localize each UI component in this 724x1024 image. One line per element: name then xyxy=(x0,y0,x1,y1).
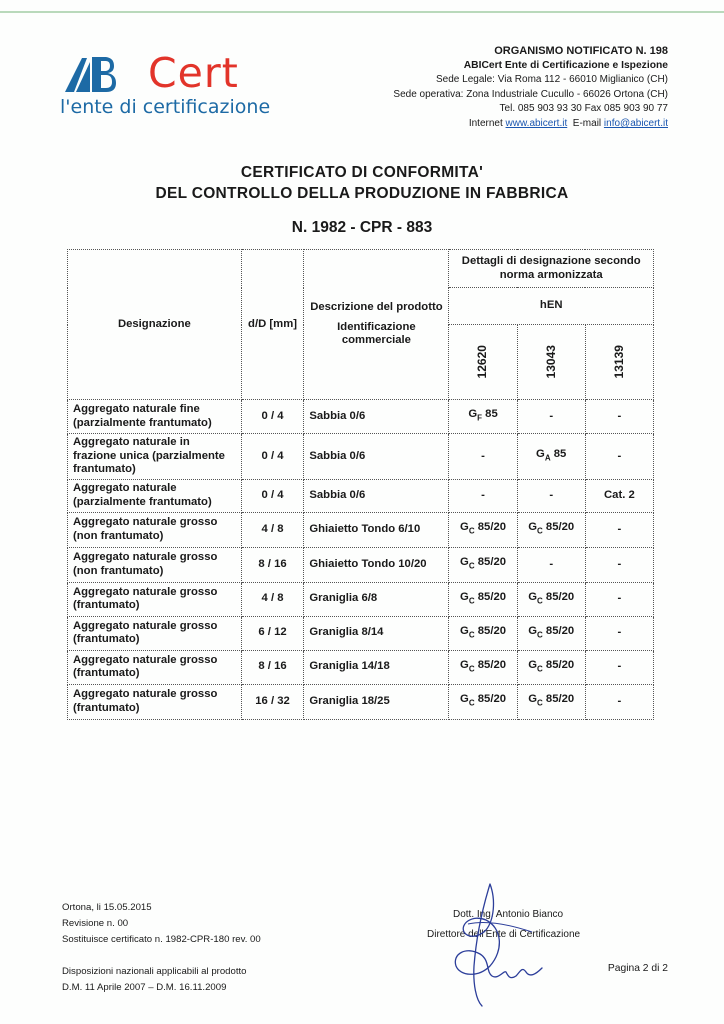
logo-wordmark-cert: Cert xyxy=(148,49,239,97)
provisions-line1: Disposizioni nazionali applicabili al prodotto xyxy=(62,966,247,977)
header-norm-13139 xyxy=(585,325,653,400)
phone-fax: Tel. 085 903 93 30 Fax 085 903 90 77 xyxy=(499,103,668,115)
cell-desc: Graniglia 14/18 xyxy=(304,650,449,684)
cell-desc: Graniglia 6/8 xyxy=(304,582,449,616)
cell-13139: Cat. 2 xyxy=(585,479,653,512)
certificate-title: CERTIFICATO DI CONFORMITA' xyxy=(240,164,484,181)
header-dd: d/D [mm] xyxy=(241,250,304,400)
grade-subscript: C xyxy=(468,561,475,571)
grade-subscript: C xyxy=(468,629,475,639)
cell-12620: $G_C$ 85/20 xyxy=(449,547,517,582)
cell-desc: Sabbia 0/6 xyxy=(304,434,449,480)
grade-subscript: C xyxy=(468,698,475,708)
cell-13139: - xyxy=(585,684,653,719)
cell-designazione: Aggregato naturale grosso (non frantumato) xyxy=(68,512,242,547)
header-norm-13043 xyxy=(517,325,585,400)
table-row xyxy=(68,547,654,582)
certificate-subtitle: DEL CONTROLLO DELLA PRODUZIONE IN FABBRICA xyxy=(155,185,569,202)
cell-desc: Graniglia 8/14 xyxy=(304,616,449,650)
grade-subscript: F xyxy=(477,413,483,423)
cell-desc: Sabbia 0/6 xyxy=(304,400,449,434)
norm-12620-label: 12620 xyxy=(475,344,490,379)
organization-name: ABICert Ente di Certificazione e Ispezione xyxy=(463,59,668,71)
cell-12620: - xyxy=(449,434,517,480)
provisions-line2: D.M. 11 Aprile 2007 – D.M. 16.11.2009 xyxy=(62,982,227,993)
grade-subscript: A xyxy=(544,453,551,463)
table-row xyxy=(68,479,654,512)
cell-dd: 16 / 32 xyxy=(241,684,304,719)
cell-designazione: Aggregato naturale grosso (non frantumato) xyxy=(68,547,242,582)
cell-desc: Sabbia 0/6 xyxy=(304,479,449,512)
cell-12620: $G_C$ 85/20 xyxy=(449,616,517,650)
cell-12620: $G_C$ 85/20 xyxy=(449,512,517,547)
cell-dd: 4 / 8 xyxy=(241,512,304,547)
table-row xyxy=(68,400,654,434)
table-row xyxy=(68,684,654,719)
top-rule xyxy=(0,11,724,13)
notified-body-number: ORGANISMO NOTIFICATO N. 198 xyxy=(494,45,668,57)
place-date: Ortona, li 15.05.2015 xyxy=(62,902,152,913)
table-row xyxy=(68,650,654,684)
handwritten-signature xyxy=(446,880,556,1010)
header-description-line1: Descrizione del prodotto xyxy=(310,301,443,314)
cell-13139: - xyxy=(585,650,653,684)
cell-dd: 0 / 4 xyxy=(241,400,304,434)
replaces-certificate: Sostituisce certificato n. 1982-CPR-180 rev. 00 xyxy=(62,934,261,945)
cell-13043: $G_C$ 85/20 xyxy=(517,512,585,547)
cell-13043: $G_C$ 85/20 xyxy=(517,616,585,650)
cell-12620: - xyxy=(449,479,517,512)
cell-dd: 8 / 16 xyxy=(241,547,304,582)
cell-desc: Ghiaietto Tondo 6/10 xyxy=(304,512,449,547)
page-number: Pagina 2 di 2 xyxy=(607,963,668,974)
website-link[interactable]: www.abicert.it xyxy=(505,117,568,129)
grade-subscript: C xyxy=(537,526,543,536)
header-description xyxy=(304,250,449,400)
cell-dd: 0 / 4 xyxy=(241,434,304,480)
grade-subscript: C xyxy=(537,663,543,673)
cell-dd: 6 / 12 xyxy=(241,616,304,650)
norm-13043-label: 13043 xyxy=(543,344,558,379)
grade-subscript: C xyxy=(537,698,543,708)
cell-designazione: Aggregato naturale in frazione unica (parzialmente frantumato) xyxy=(68,434,242,480)
grade-subscript: C xyxy=(468,526,475,536)
header-designazione: Designazione xyxy=(68,250,242,400)
signer-name: Dott. Ing. Antonio Bianco xyxy=(453,909,564,920)
abicert-logo-icon xyxy=(62,52,118,94)
cell-13139: - xyxy=(585,434,653,480)
legal-address: Sede Legale: Via Roma 112 - 66010 Miglianico (CH) xyxy=(436,74,668,86)
cell-12620: $G_C$ 85/20 xyxy=(449,582,517,616)
cell-12620: $G_F$ 85 xyxy=(449,400,517,434)
cell-dd: 0 / 4 xyxy=(241,479,304,512)
operating-address: Sede operativa: Zona Industriale Cucullo - 66026 Ortona (CH) xyxy=(393,88,668,100)
cell-designazione: Aggregato naturale (parzialmente frantumato) xyxy=(68,479,242,512)
organization-header xyxy=(393,44,668,132)
table-row xyxy=(68,512,654,547)
certificate-info xyxy=(62,900,261,948)
cell-13043: - xyxy=(517,479,585,512)
header-details: Dettagli di designazione secondo norma armonizzata xyxy=(449,250,654,288)
grade-subscript: C xyxy=(537,629,543,639)
cell-dd: 4 / 8 xyxy=(241,582,304,616)
cell-13043: $G_C$ 85/20 xyxy=(517,582,585,616)
logo-tagline: l'ente di certificazione xyxy=(60,96,271,118)
cell-12620: $G_C$ 85/20 xyxy=(449,650,517,684)
cell-designazione: Aggregato naturale grosso (frantumato) xyxy=(68,582,242,616)
cell-13043: $G_A$ 85 xyxy=(517,434,585,480)
cell-13139: - xyxy=(585,512,653,547)
certificate-number: N. 1982 - CPR - 883 xyxy=(291,219,433,236)
cell-designazione: Aggregato naturale grosso (frantumato) xyxy=(68,616,242,650)
grade-subscript: C xyxy=(468,663,475,673)
internet-label: Internet xyxy=(468,117,503,129)
cell-13139: - xyxy=(585,616,653,650)
norm-13139-label: 13139 xyxy=(611,344,626,379)
cell-designazione: Aggregato naturale grosso (frantumato) xyxy=(68,684,242,719)
cell-13139: - xyxy=(585,582,653,616)
table-row xyxy=(68,616,654,650)
cell-designazione: Aggregato naturale fine (parzialmente frantumato) xyxy=(68,400,242,434)
header-norm-12620 xyxy=(449,325,517,400)
cell-12620: $G_C$ 85/20 xyxy=(449,684,517,719)
email-label: E-mail xyxy=(572,117,602,129)
cell-desc: Graniglia 18/25 xyxy=(304,684,449,719)
header-hen: hEN xyxy=(449,288,654,325)
revision: Revisione n. 00 xyxy=(62,918,129,929)
designation-table xyxy=(67,249,654,720)
table-row xyxy=(68,582,654,616)
logo-wordmark xyxy=(148,50,239,96)
contacts-line xyxy=(393,117,668,132)
cell-13043: - xyxy=(517,400,585,434)
table-row xyxy=(68,434,654,480)
cell-13043: $G_C$ 85/20 xyxy=(517,684,585,719)
cell-designazione: Aggregato naturale grosso (frantumato) xyxy=(68,650,242,684)
cell-13043: - xyxy=(517,547,585,582)
email-link[interactable]: info@abicert.it xyxy=(603,117,668,129)
cell-13139: - xyxy=(585,547,653,582)
national-provisions xyxy=(62,964,247,996)
header-description-line2: Identificazione commerciale xyxy=(337,320,416,347)
cell-13139: - xyxy=(585,400,653,434)
grade-subscript: C xyxy=(537,595,543,605)
table-body xyxy=(68,400,654,720)
grade-subscript: C xyxy=(468,595,475,605)
cell-13043: $G_C$ 85/20 xyxy=(517,650,585,684)
cell-dd: 8 / 16 xyxy=(241,650,304,684)
cell-desc: Ghiaietto Tondo 10/20 xyxy=(304,547,449,582)
signer-role: Direttore dell'Ente di Certificazione xyxy=(427,929,581,940)
